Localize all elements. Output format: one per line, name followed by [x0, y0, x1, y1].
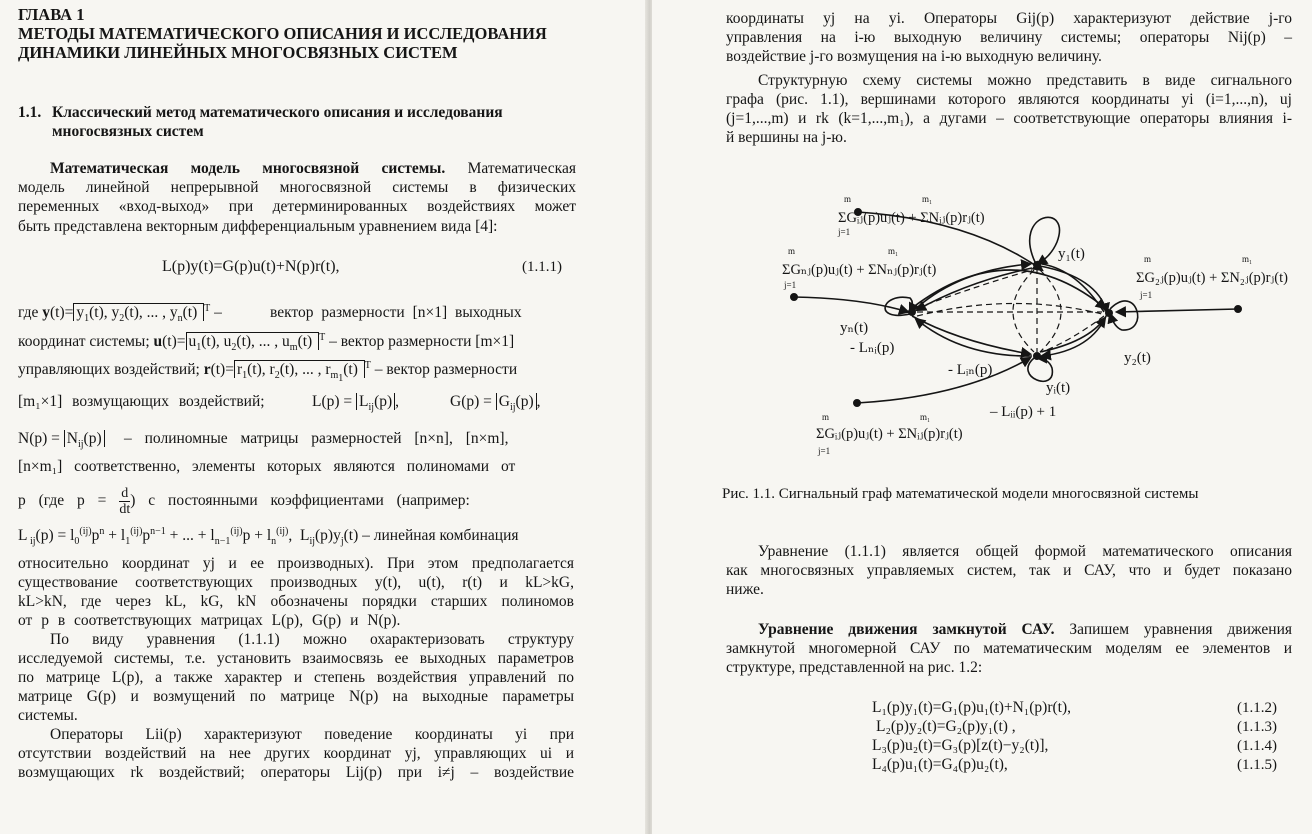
struct-line-1: Структурную схему системы можно представить в виде сигнального: [758, 72, 1292, 89]
r-vector-definition: управляющих воздействий; $r(t)= r_1(t)$, $r_2(t)$, ... , $r_{m_1}(t)$ $^T$ – вектор размерности: [18, 359, 518, 385]
intro-bold-heading: Математическая модель многосвязной системы.: [50, 160, 446, 177]
label-yn: yₙ(t): [840, 320, 869, 336]
lim-bot-m1: m₁: [920, 412, 931, 422]
label-lni: - Lₙᵢ(p): [850, 340, 895, 356]
closed-loop-first-line: Уравнение движения замкнутой САУ. Запишем уравнения движения: [758, 621, 1292, 638]
vertex-yi: [1033, 352, 1041, 360]
loop-y2: [1110, 301, 1138, 330]
general-line-2: как многосвязных управляемых систем, так и САУ, что и будет показано: [726, 562, 1292, 579]
struct-line-2: графа (рис. 1.1), вершинами которого являются координаты yi (i=1,...,n), uj: [726, 91, 1292, 108]
equation-number-1-1-3: (1.1.3): [1237, 719, 1277, 735]
body-line-10: Операторы Lii(p) характеризуют поведение координаты yi при: [50, 726, 574, 743]
chapter-title-line-1: МЕТОДЫ МАТЕМАТИЧЕСКОГО ОПИСАНИЯ И ИССЛЕДОВАНИЯ: [18, 24, 547, 43]
dash-yn-y2-arc: [917, 303, 1102, 316]
closed-line-2: замкнутой многомерной САУ по математическим моделям ее элементов и: [726, 640, 1292, 657]
lim-top-m: m: [844, 194, 852, 204]
loop-yi: [1028, 358, 1052, 381]
section-number: 1.1.: [18, 104, 42, 121]
body-line-3: kL>kN, где через kL, kG, kN обозначены порядки старших полиномов: [18, 593, 574, 610]
matrix-L: $L(p) = L_{ij}(p)$ ,: [312, 393, 400, 414]
intro-paragraph-first-line: [18, 160, 576, 178]
section-title-line-1: Классический метод математического описания и исследования: [52, 104, 503, 121]
closed-loop-bold-heading: Уравнение движения замкнутой САУ.: [758, 621, 1055, 638]
lim-2-m: m: [1144, 254, 1152, 264]
intro-rest: Математическая: [445, 160, 576, 177]
equation-number-1-1-4: (1.1.4): [1237, 738, 1277, 754]
body-line-11: отсутствии воздействий на нее других координат yj, управляющих ui и: [18, 745, 574, 762]
elements-line: [n×m₁] соответственно, элементы которых являются полиномами от: [18, 458, 516, 475]
matrix-G: $G(p) = G_{ij}(p)$ ,: [450, 393, 541, 414]
body-line-5: По виду уравнения (1.1.1) можно охарактеризовать структуру: [50, 631, 574, 648]
label-y2: y₂(t): [1124, 350, 1151, 366]
struct-line-3: (j=1,...,m) и rk (k=1,...,m₁), а дугами – соответствующие операторы влияния i-: [726, 110, 1292, 127]
label-lin: - Lᵢₙ(p): [948, 362, 993, 378]
body-line-1: относительно координат yj и ее производных). При этом предполагается: [18, 555, 574, 572]
equation-1-1-3: L₂(p)y₂(t)=G₂(p)y₁(t) ,: [876, 718, 1016, 735]
equation-number-1-1-2: (1.1.2): [1237, 700, 1277, 716]
section-title-line-2: многосвязных систем: [52, 123, 204, 140]
lim-top-j1: j=1: [838, 227, 851, 237]
main-equation-number: (1.1.1): [522, 259, 562, 275]
matrix-N: $N(p) = N_{ij}(p)$: [18, 430, 105, 448]
body-line-7: по матрице L(p), а также характер и степень воздействия управлений по: [18, 669, 574, 686]
left-page: [0, 0, 648, 834]
y-vector-definition: где $y(t)= y_1(t)$, $y_2(t)$, ... , $y_n(t)$ $^T$ –: [18, 302, 222, 325]
vertex-y2: [1105, 309, 1113, 317]
arc-yn-to-y2-top: [912, 270, 1105, 308]
intro-line-2: модель линейной непрерывной многосвязной системы в физических: [18, 179, 576, 196]
vertex-yn: [908, 308, 916, 316]
equation-1-1-4: L₃(p)u₂(t)=G₃(p)[z(t)−y₂(t)],: [872, 737, 1049, 754]
dash-y1-yi-left: [1013, 270, 1034, 352]
chapter-title-line-2: ДИНАМИКИ ЛИНЕЙНЫХ МНОГОСВЯЗНЫХ СИСТЕМ: [18, 43, 458, 62]
disturbance-description: [m₁×1] возмущающих воздействий;: [18, 393, 265, 410]
signal-graph-figure: [712, 172, 1312, 472]
equation-1-1-5: L₄(p)u₁(t)=G₄(p)u₂(t),: [872, 756, 1008, 773]
y-vector-description: вектор размерности [n×1] выходных: [270, 304, 522, 321]
intro-line-4: быть представлена векторным дифференциальным уравнением вида [4]:: [18, 218, 498, 235]
body-line-12: возмущающих rk воздействий; операторы Lij(p) при i≠j – воздействие: [18, 764, 574, 781]
arc-yi-to-y2: [1040, 318, 1105, 352]
arc-2-to-y2: [1117, 309, 1238, 312]
polynomial-example: L $_{ij}(p) = l_0^{(ij)}p^n + l_1^{(ij)}p^{n-1}$ + ... + $l_{n-1}^{(ij)}p + l_n^{(ij)}$, $L_{ij}(p)y_j(t)$ – линейная комбинация: [18, 525, 519, 548]
sum-n-expr: ΣGₙⱼ(p)uⱼ(t) + ΣNₙⱼ(p)rⱼ(t): [782, 262, 937, 278]
d-dt-fraction: $\frac{d}{dt}$: [119, 486, 131, 517]
top-line-1: координаты yj на yi. Операторы Gij(p) характеризуют действие j-го: [726, 10, 1292, 27]
intro-line-3: переменных «вход-выход» при детерминированных воздействиях может: [18, 198, 576, 215]
lim-top-m1: m₁: [922, 194, 933, 204]
struct-line-4: й вершины на j-ю.: [726, 129, 847, 146]
u-vector-description: – вектор размерности [m×1]: [329, 333, 515, 350]
right-page: [652, 0, 1312, 834]
label-yi: yᵢ(t): [1046, 380, 1071, 396]
equation-1-1-2: L₁(p)y₁(t)=G₁(p)u₁(t)+N₁(p)r(t),: [872, 699, 1072, 716]
main-equation: L(p)y(t)=G(p)u(t)+N(p)r(t),: [162, 258, 340, 275]
loop-y1: [1030, 217, 1060, 264]
body-line-9: системы.: [18, 707, 78, 724]
arc-bottom-to-yi: [857, 358, 1030, 403]
chapter-label: ГЛАВА 1: [18, 5, 85, 24]
label-lii: – Lᵢᵢ(p) + 1: [990, 404, 1057, 420]
general-line-1: Уравнение (1.1.1) является общей формой математического описания: [758, 543, 1292, 560]
equation-number-1-1-5: (1.1.5): [1237, 757, 1277, 773]
label-y1: y₁(t): [1058, 246, 1085, 262]
figure-caption: Рис. 1.1. Сигнальный граф математической модели многосвязной системы: [722, 486, 1199, 502]
p-definition: p (где p = $\frac{d}{dt}$ ) с постоянными коэффициентами (например:: [18, 486, 470, 517]
closed-line-3: структуре, представленной на рис. 1.2:: [726, 659, 983, 676]
body-line-6: исследуемой системы, т.е. установить взаимосвязь ее выходных параметров: [18, 650, 574, 667]
body-line-2: существование соответствующих производных y(t), u(t), r(t) и kL>kG,: [18, 574, 574, 591]
lim-n-j1: j=1: [784, 280, 797, 290]
sum-bottom-expr: ΣGᵢⱼ(p)uⱼ(t) + ΣNᵢⱼ(p)rⱼ(t): [816, 426, 963, 442]
vertex-y1: [1033, 261, 1041, 269]
body-line-8: матрице G(p) и возмущений по матрице N(p) на выходные параметры: [18, 688, 574, 705]
sum-2-expr: ΣG₂ⱼ(p)uⱼ(t) + ΣN₂ⱼ(p)rⱼ(t): [1136, 270, 1288, 286]
u-vector-definition: координат системы; $u(t)= u_1(t)$, $u_2(t)$, ... , $u_m(t)$ $^T$ – вектор размерности [m×1]: [18, 331, 515, 354]
general-line-3: ниже.: [726, 581, 764, 598]
top-line-3: воздействие j-го возмущения на i-ю выходную величину.: [726, 48, 1102, 65]
dash-y1-yi-right: [1040, 270, 1061, 352]
body-line-4: от p в соответствующих матрицах L(p), G(p) и N(p).: [18, 612, 401, 629]
polynomial-matrices-text: – полиномные матрицы размерностей [n×n], [n×m],: [124, 430, 509, 447]
top-line-2: управления на i-ю выходную величину системы; операторы Nij(p) –: [726, 29, 1292, 46]
lim-2-m1: m₁: [1242, 254, 1253, 264]
sum-top-expr: ΣGᵢⱼ(p)uⱼ(t) + ΣNᵢⱼ(p)rⱼ(t): [838, 210, 985, 226]
lim-n-m: m: [788, 246, 796, 256]
r-vector-description: – вектор размерности: [374, 361, 518, 378]
lim-bot-j1: j=1: [818, 446, 831, 456]
lim-bot-m: m: [822, 412, 830, 422]
lim-n-m1: m₁: [888, 246, 899, 256]
lim-2-j1: j=1: [1140, 290, 1153, 300]
